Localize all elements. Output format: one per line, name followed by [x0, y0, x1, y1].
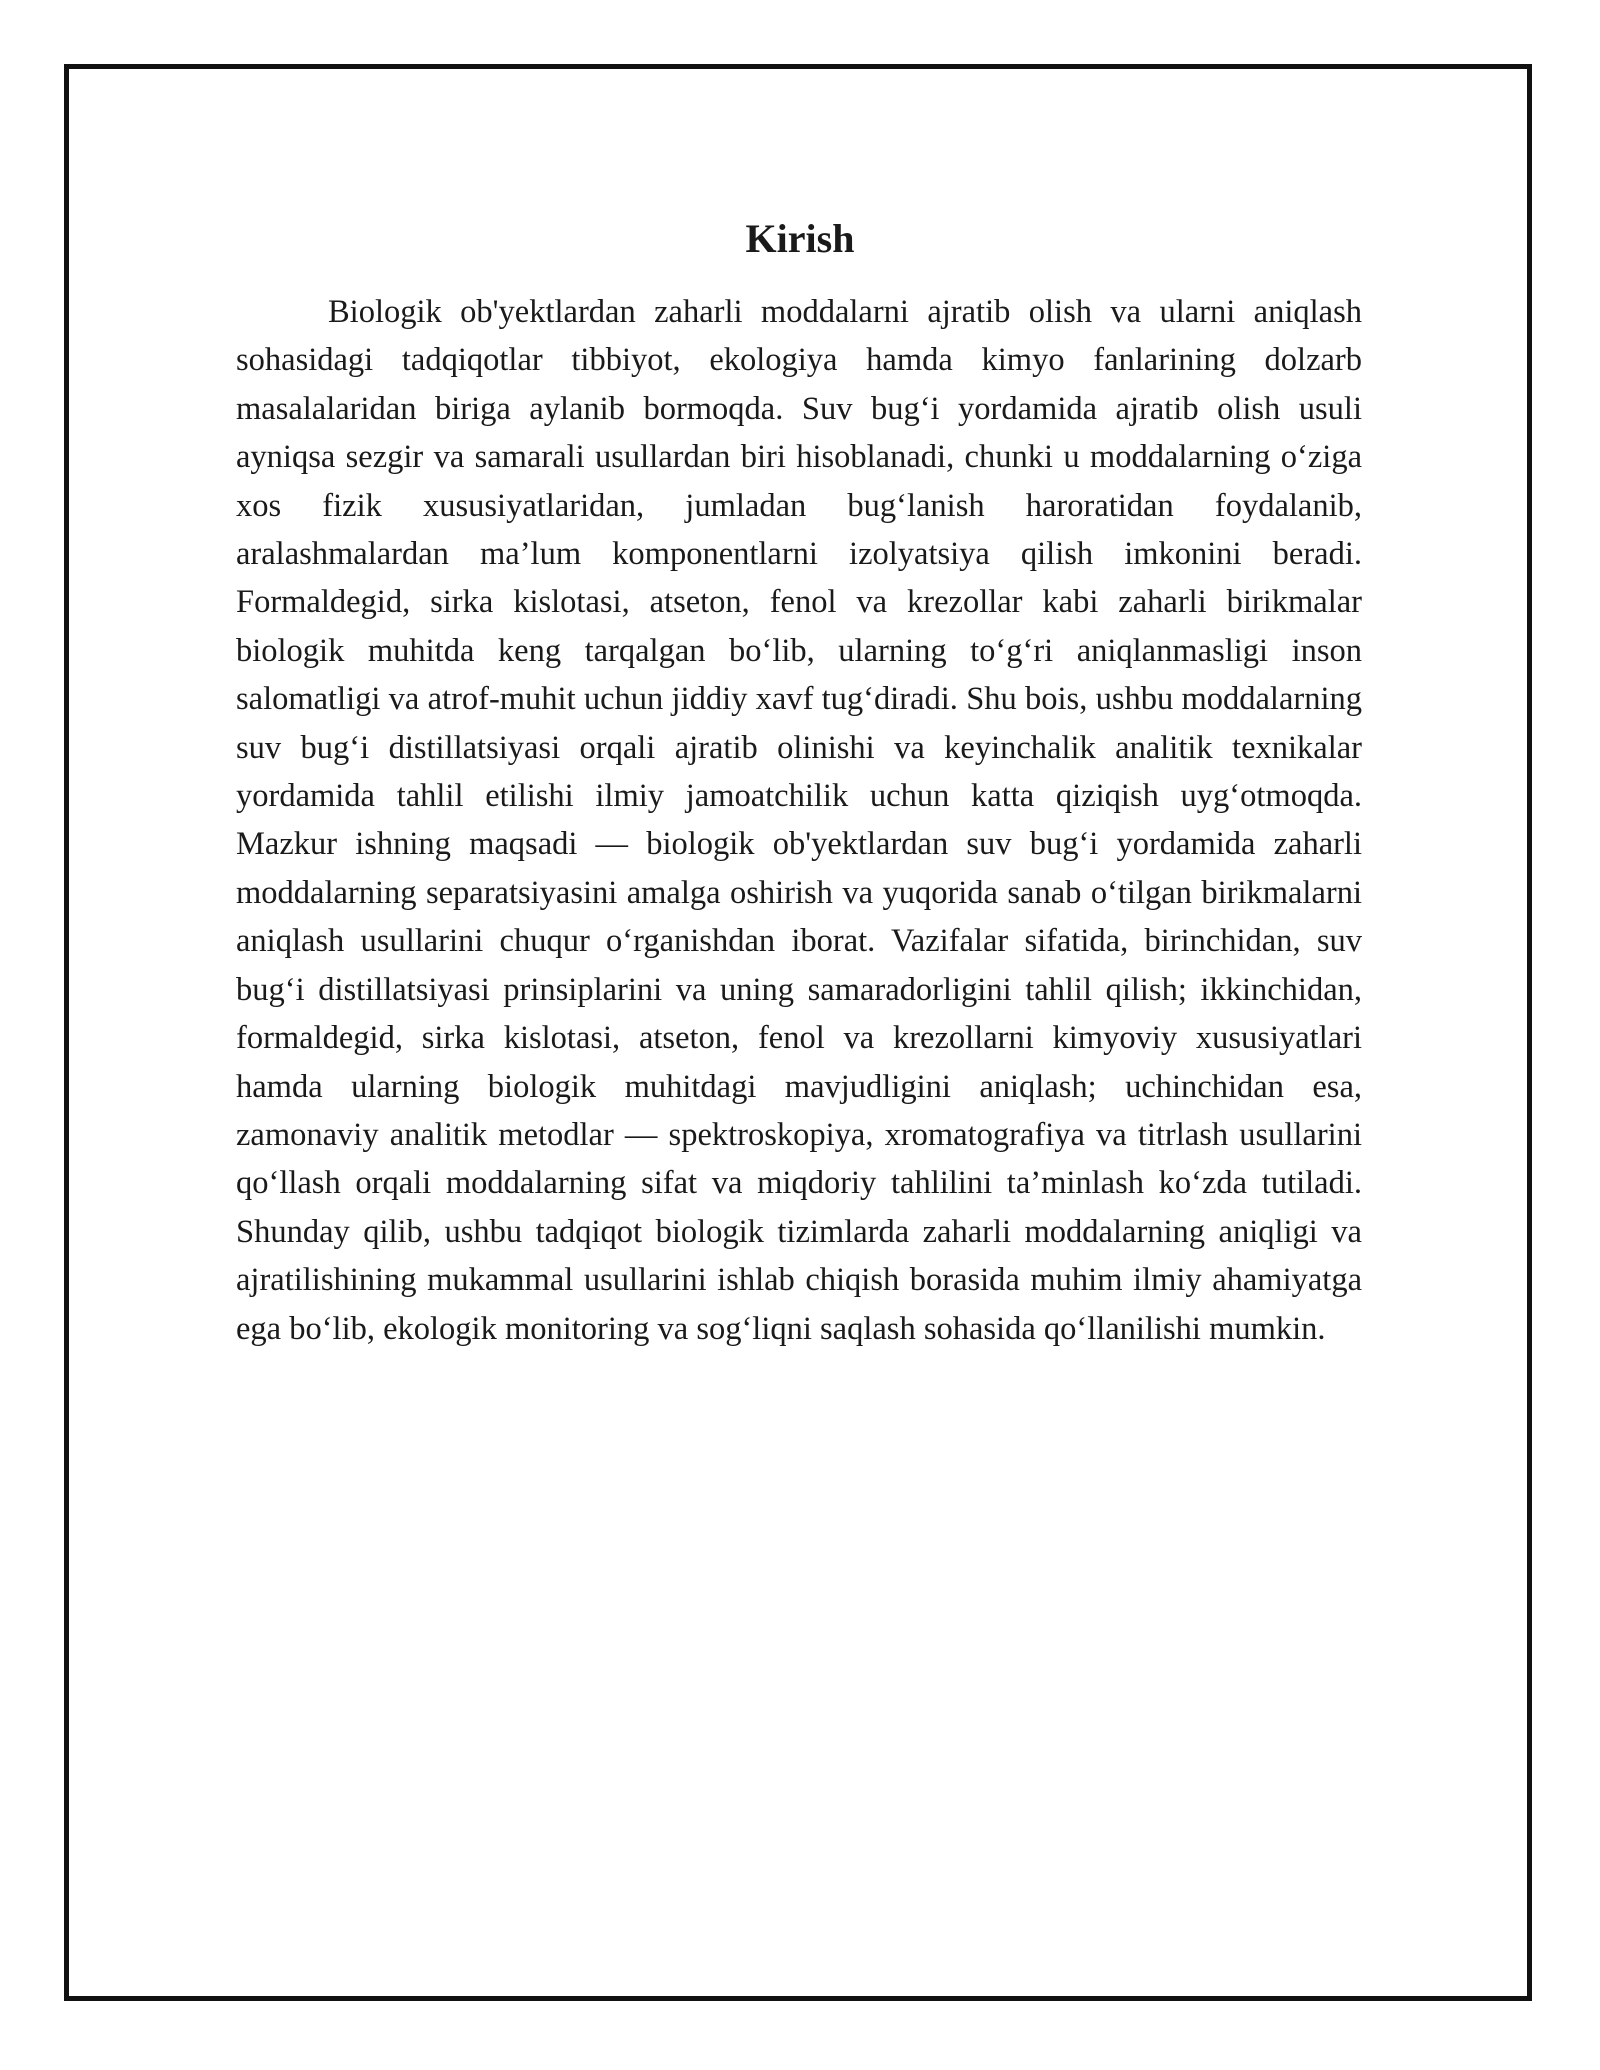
body-paragraph: Biologik ob'yektlardan zaharli moddalarni ajratib olish va ularni aniqlash sohasidagi tadqiqotlar tibbiyot, ekologiya hamda kimyo fanlarining dolzarb masalalaridan biriga aylanib bormoqda. Suv bug‘i yordamida ajratib olish usuli ayniqsa sezgir va samarali usullardan biri hisoblanadi, chunki u moddalarning o‘ziga xos fizik xususiyatlaridan, jumladan bug‘lanish haroratidan foydalanib, aralashmalardan ma’lum komponentlarni izolyatsiya qilish imkonini beradi. Formaldegid, sirka kislotasi, atseton, fenol va krezollar kabi zaharli birikmalar biologik muhitda keng tarqalgan bo‘lib, ularning to‘g‘ri aniqlanmasligi inson salomatligi va atrof-muhit uchun jiddiy xavf tug‘diradi. Shu bois, ushbu moddalarning suv bug‘i distillatsiyasi orqali ajratib olinishi va keyinchalik analitik texnikalar yordamida tahlil etilishi ilmiy jamoatchilik uchun katta qiziqish uyg‘otmoqda. Mazkur ishning maqsadi — biologik ob'yektlardan suv bug‘i yordamida zaharli moddalarning separatsiyasini amalga oshirish va yuqorida sanab o‘tilgan birikmalarni aniqlash usullarini chuqur o‘rganishdan iborat. Vazifalar sifatida, birinchidan, suv bug‘i distillatsiyasi prinsiplarini va uning samaradorligini tahlil qilish; ikkinchidan, formaldegid, sirka kislotasi, atseton, fenol va krezollarni kimyoviy xususiyatlari hamda ularning biologik muhitdagi mavjudligini aniqlash; uchinchidan esa, zamonaviy analitik metodlar — spektroskopiya, xromatografiya va titrlash usullarini qo‘llash orqali moddalarning sifat va miqdoriy tahlilini ta’minlash ko‘zda tutiladi. Shunday qilib, ushbu tadqiqot biologik tizimlarda zaharli moddalarning aniqligi va ajratilishining mukammal usullarini ishlab chiqish borasida muhim ilmiy ahamiyatga ega bo‘lib, ekologik monitoring va sog‘liqni saqlash sohasida qo‘llanilishi mumkin.: [236, 294, 1362, 1347]
page-title: Kirish: [745, 215, 855, 261]
